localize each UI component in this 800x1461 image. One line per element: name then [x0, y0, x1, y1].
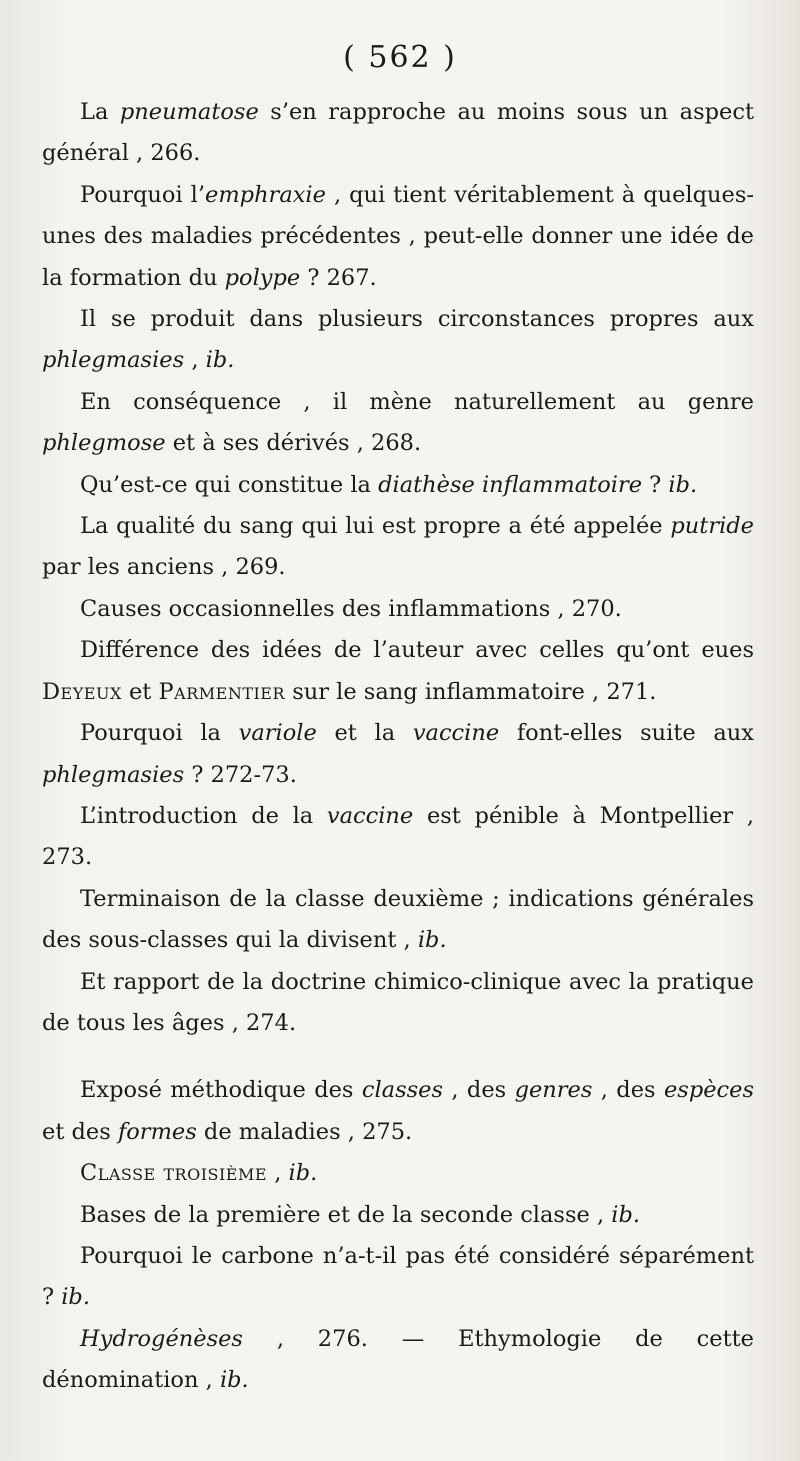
entry-text: s’en rapproche au moins sous un aspect général , 266. [42, 99, 754, 167]
page-number: ( 562 ) [343, 40, 457, 75]
italic-term: pneumatose [119, 99, 259, 125]
italic-term: variole [238, 720, 317, 747]
italic-term: phlegmasies [42, 347, 185, 374]
italic-term: ib. [219, 1367, 249, 1394]
index-entry [42, 1195, 754, 1236]
entry-text: et [121, 678, 159, 705]
italic-term: ib. [288, 1160, 318, 1187]
entry-text: Causes occasionnelles des inflammations , 270. [80, 595, 622, 622]
entry-text: Il se produit dans plusieurs circonstances propres aux [80, 306, 754, 333]
index-entry [42, 382, 754, 465]
italic-term: polype [224, 264, 301, 291]
entry-text: par les anciens , 269. [42, 554, 286, 581]
entry-text: ? [642, 471, 669, 498]
index-entry [42, 962, 754, 1045]
entry-text: Pourquoi la [80, 720, 239, 747]
index-text [42, 92, 754, 1402]
italic-term: ib. [668, 471, 698, 498]
italic-term: genres [514, 1077, 593, 1104]
entry-text: et la [316, 720, 413, 747]
entry-text: ? 272-73. [184, 761, 297, 788]
index-entry [42, 1319, 754, 1402]
italic-term: phlegmasies [42, 761, 185, 788]
entry-text: L’introduction de la [80, 802, 327, 829]
entry-text: Exposé méthodique des [80, 1077, 362, 1104]
entry-text: et à ses dérivés , 268. [165, 430, 422, 457]
entry-text: ? 267. [300, 264, 377, 291]
entry-text: Qu’est-ce qui constitue la [80, 471, 379, 498]
italic-term: putride [670, 513, 754, 540]
italic-term: ib. [205, 347, 235, 374]
index-entry [42, 1153, 754, 1194]
italic-term: formes [117, 1118, 197, 1145]
italic-term: phlegmose [42, 430, 166, 457]
entry-text: , des [443, 1077, 515, 1104]
italic-term: ib. [611, 1201, 641, 1228]
index-entry [42, 506, 754, 589]
index-entry [42, 589, 754, 630]
entry-text: font-elles suite aux [499, 720, 754, 747]
index-entry [42, 796, 754, 879]
italic-term: diathèse inflammatoire [378, 471, 643, 498]
small-caps-name: Classe troisième [80, 1160, 268, 1187]
small-caps-name: Deyeux [42, 678, 122, 705]
index-entry [42, 465, 754, 506]
italic-term: ib. [61, 1284, 90, 1311]
italic-term: emphraxie [205, 181, 326, 208]
entry-text: Bases de la première et de la seconde classe , [80, 1201, 612, 1228]
small-caps-name: Parmentier [158, 678, 286, 705]
entry-text: Pourquoi l’ [80, 181, 206, 208]
italic-term: ib. [417, 927, 447, 954]
entry-text: Pourquoi le carbone n’a-t-il pas été considéré séparément ? [42, 1242, 754, 1311]
entry-text: La qualité du sang qui lui est propre a été appelée [80, 513, 671, 540]
entry-text: En conséquence , il mène naturellement au genre [80, 388, 754, 415]
italic-term: vaccine [326, 802, 414, 829]
entry-text: Terminaison de la classe deuxième ; indications générales des sous-classes qui la divisent , [42, 885, 754, 954]
index-entry [42, 299, 754, 382]
section-break [42, 1044, 754, 1070]
index-entry [42, 92, 754, 175]
index-entry [42, 1236, 754, 1319]
italic-term: Hydrogénèses [80, 1325, 243, 1352]
italic-term: espèces [663, 1077, 754, 1104]
entry-text: Différence des idées de l’auteur avec celles qu’ont eues [80, 637, 754, 664]
entry-text: , qui tient véritablement à quelques-unes des maladies précédentes , peut-elle donner une idée de la formation du [42, 181, 754, 291]
index-entry [42, 879, 754, 962]
entry-text: sur le sang inflammatoire , 271. [285, 678, 657, 705]
entry-text: de maladies , 275. [196, 1118, 413, 1145]
entry-text: , [184, 347, 206, 374]
index-entry [42, 630, 754, 713]
entry-text: , des [592, 1077, 664, 1104]
entry-text: Et rapport de la doctrine chimico-clinique avec la pratique de tous les âges , 274. [42, 968, 754, 1036]
index-entry [42, 713, 754, 796]
entry-text: et des [42, 1118, 118, 1145]
index-entry [42, 1070, 754, 1153]
index-entry [42, 175, 754, 299]
entry-text: est pénible à Montpellier , 273. [42, 802, 754, 871]
italic-term: vaccine [412, 720, 500, 747]
italic-term: classes [361, 1077, 444, 1104]
entry-text: La [80, 99, 120, 125]
entry-text: , 276. — Ethymologie de cette dénomination , [42, 1325, 754, 1394]
entry-text: , [267, 1160, 289, 1187]
